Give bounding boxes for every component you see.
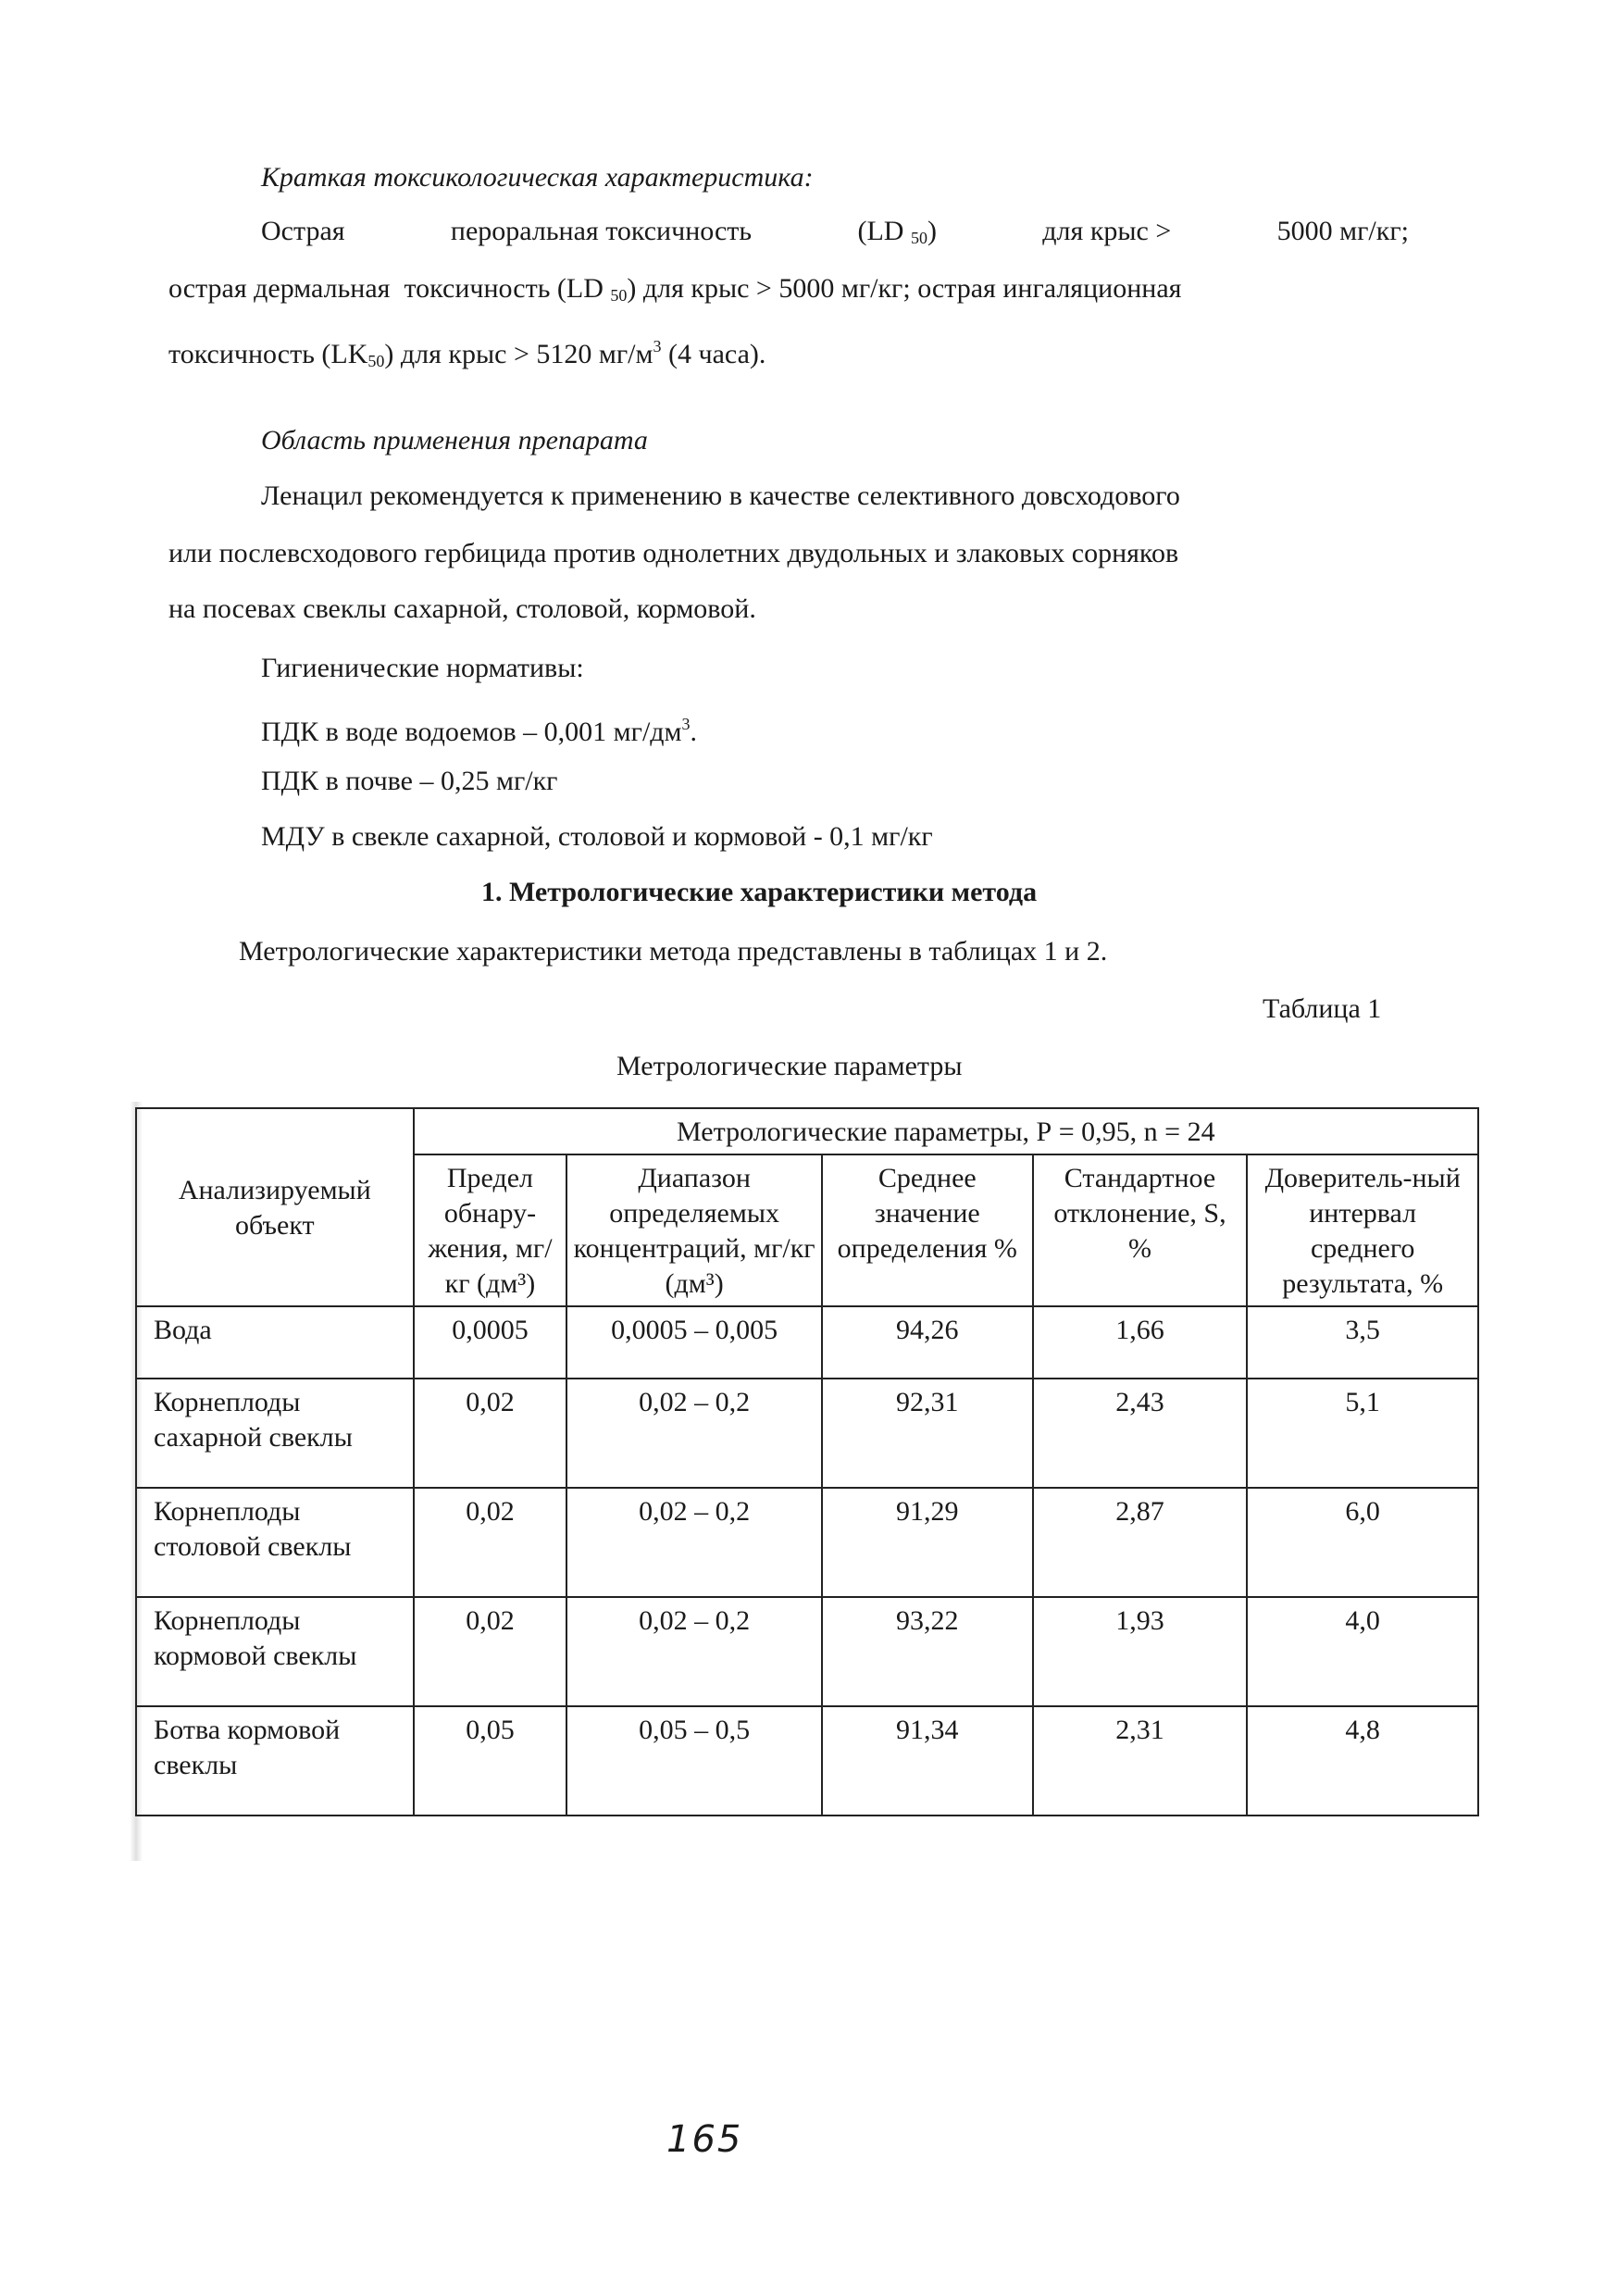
tox-line-2: острая дермальная токсичность (LD $_{50}$) для крыс > 5000 мг/кг; острая ингаляционная: [168, 273, 1182, 305]
section-intro: Метрологические характеристики метода представлены в таблицах 1 и 2.: [239, 936, 1108, 967]
table-row: [136, 1597, 1478, 1706]
header-range: Диапазон определяемых концентраций, мг/кг (дм³): [566, 1154, 822, 1306]
cell-object: Вода: [136, 1306, 414, 1379]
table-caption: Метрологические параметры: [616, 1051, 963, 1081]
cell-limit: 0,0005: [414, 1306, 567, 1379]
table-row: [136, 1488, 1478, 1597]
cell-ci: 6,0: [1247, 1488, 1478, 1597]
tox-l1-f: 5000 мг/кг;: [1276, 216, 1409, 246]
cell-ci: 4,8: [1247, 1706, 1478, 1816]
header-mean: Среднее значение определения %: [822, 1154, 1033, 1306]
tox-line-1: [261, 215, 1409, 255]
pdk-soil: ПДК в почве – 0,25 мг/кг: [261, 766, 558, 796]
section-title: 1. Метрологические характеристики метода: [481, 877, 1038, 907]
table-row: [136, 1706, 1478, 1816]
cell-mean: 93,22: [822, 1597, 1033, 1706]
mdu: МДУ в свекле сахарной, столовой и кормовой - 0,1 мг/кг: [261, 821, 933, 852]
cell-mean: 91,29: [822, 1488, 1033, 1597]
cell-mean: 92,31: [822, 1379, 1033, 1488]
cell-ci: 4,0: [1247, 1597, 1478, 1706]
page-number: 165: [666, 2118, 743, 2161]
cell-object: Корнеплоды кормовой свеклы: [136, 1597, 414, 1706]
cell-sd: 1,66: [1033, 1306, 1248, 1379]
metrology-table: [135, 1107, 1479, 1816]
tox-l1-a: Острая: [261, 216, 345, 246]
cell-limit: 0,02: [414, 1488, 567, 1597]
table-row: [136, 1306, 1478, 1379]
cell-limit: 0,02: [414, 1597, 567, 1706]
cell-range: 0,02 – 0,2: [566, 1597, 822, 1706]
tox-l1-e: для крыс >: [1042, 216, 1172, 246]
usage-line-1: Ленацил рекомендуется к применению в качестве селективного довсходового: [261, 480, 1180, 511]
cell-object: Ботва кормовой свеклы: [136, 1706, 414, 1816]
header-limit: Предел обнару-жения, мг/кг (дм³): [414, 1154, 567, 1306]
hygiene-heading: Гигиенические нормативы:: [261, 653, 584, 683]
header-sd: Стандартное отклонение, S, %: [1033, 1154, 1248, 1306]
tox-l1-ld: (LD $_{50}$): [857, 216, 937, 247]
cell-range: 0,0005 – 0,005: [566, 1306, 822, 1379]
header-ci: Доверитель-ный интервал среднего результата, %: [1247, 1154, 1478, 1306]
cell-range: 0,02 – 0,2: [566, 1488, 822, 1597]
cell-ci: 5,1: [1247, 1379, 1478, 1488]
usage-line-2: или послевсходового гербицида против однолетних двудольных и злаковых сорняков: [168, 538, 1179, 568]
cell-object: Корнеплоды сахарной свеклы: [136, 1379, 414, 1488]
cell-sd: 2,31: [1033, 1706, 1248, 1816]
cell-sd: 2,87: [1033, 1488, 1248, 1597]
cell-range: 0,05 – 0,5: [566, 1706, 822, 1816]
table-label: Таблица 1: [1263, 993, 1382, 1024]
cell-mean: 94,26: [822, 1306, 1033, 1379]
cell-limit: 0,05: [414, 1706, 567, 1816]
cell-limit: 0,02: [414, 1379, 567, 1488]
cell-range: 0,02 – 0,2: [566, 1379, 822, 1488]
table-row: [136, 1379, 1478, 1488]
header-group: Метрологические параметры, Р = 0,95, n = 24: [414, 1108, 1478, 1154]
cell-sd: 2,43: [1033, 1379, 1248, 1488]
usage-heading: Область применения препарата: [261, 425, 648, 455]
tox-heading: Краткая токсикологическая характеристика:: [261, 162, 814, 193]
cell-sd: 1,93: [1033, 1597, 1248, 1706]
table-header-row-1: [136, 1108, 1478, 1154]
header-object: Анализируемый объект: [136, 1108, 414, 1306]
tox-l1-b: пероральная токсичность: [450, 216, 753, 246]
cell-mean: 91,34: [822, 1706, 1033, 1816]
usage-line-3: на посевах свеклы сахарной, столовой, кормовой.: [168, 593, 756, 624]
pdk-water: ПДК в воде водоемов – 0,001 $мг/дм^3$.: [261, 715, 698, 747]
cell-object: Корнеплоды столовой свеклы: [136, 1488, 414, 1597]
tox-line-3: токсичность $(LK_{50})$ для крыс > 5120 $мг/м^3$ (4 часа).: [168, 337, 766, 370]
cell-ci: 3,5: [1247, 1306, 1478, 1379]
